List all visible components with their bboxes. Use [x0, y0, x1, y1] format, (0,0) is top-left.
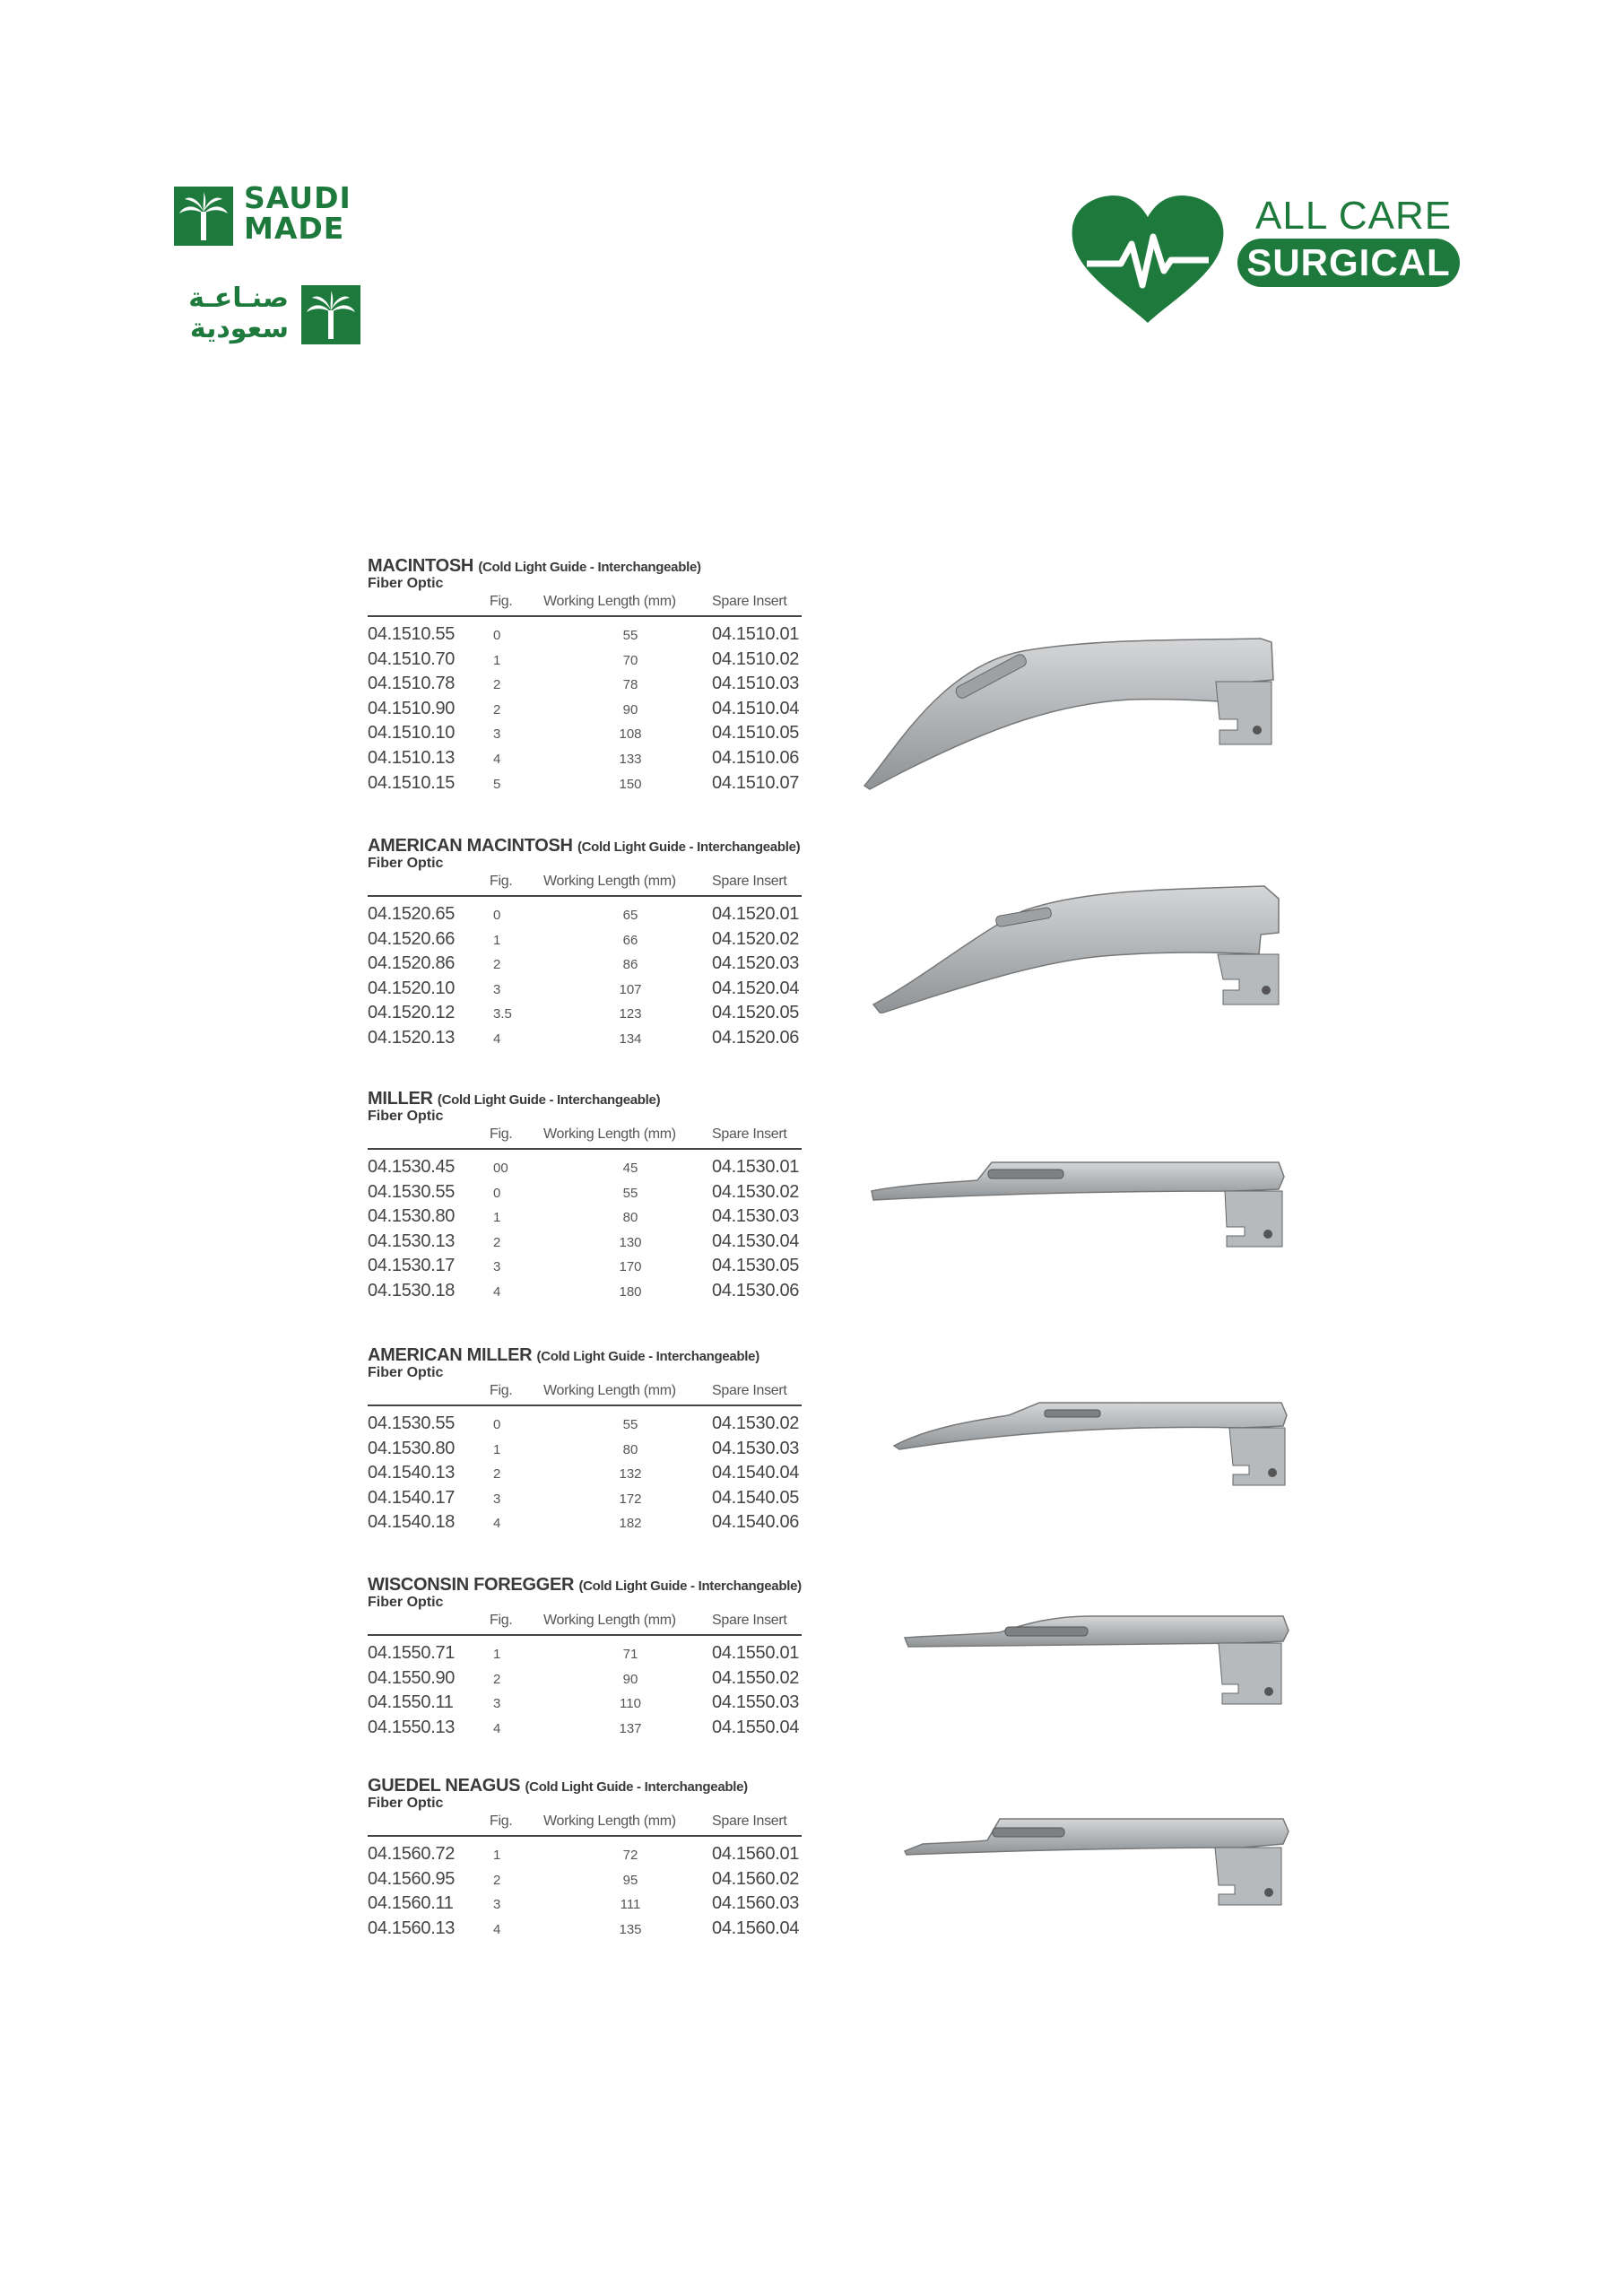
fig-number: 3 [493, 726, 501, 742]
wisconsin-foregger-blade-image [901, 1614, 1296, 1722]
item-code: 04.1520.12 [368, 1003, 456, 1022]
fig-number: 3 [493, 1492, 501, 1507]
spare-insert-code: 04.1550.01 [712, 1643, 800, 1663]
table-row [368, 1692, 802, 1717]
column-header-working-length: Working Length (mm) [543, 1613, 676, 1628]
fig-number: 3 [493, 1897, 501, 1912]
section-type: Fiber Optic [368, 856, 444, 871]
column-header-spare-insert: Spare Insert [712, 1813, 787, 1829]
fig-number: 2 [493, 1672, 501, 1687]
section-title [368, 556, 701, 577]
working-length: 111 [620, 1897, 641, 1912]
surgical-badge: SURGICAL [1237, 239, 1460, 287]
arabic-line-2: سعودية [189, 313, 289, 344]
section-title [368, 1089, 660, 1109]
working-length: 107 [619, 982, 642, 997]
table-row [368, 1157, 802, 1181]
table-row [368, 1413, 802, 1438]
table-row [368, 1028, 802, 1052]
spare-insert-code: 04.1520.02 [712, 929, 800, 949]
column-header-working-length: Working Length (mm) [543, 1813, 676, 1829]
working-length: 95 [622, 1873, 638, 1888]
table-row [368, 1281, 802, 1305]
fig-number: 0 [493, 1186, 501, 1201]
american-macintosh-blade-image [870, 879, 1291, 1013]
working-length: 55 [622, 628, 638, 643]
working-length: 55 [622, 1417, 638, 1432]
spare-insert-code: 04.1510.06 [712, 748, 800, 768]
fig-number: 1 [493, 1848, 501, 1863]
table-row [368, 1643, 802, 1667]
all-care-surgical-logo [1069, 192, 1463, 326]
table-row [368, 1488, 802, 1512]
item-code: 04.1560.95 [368, 1869, 456, 1889]
table-row [368, 978, 802, 1003]
working-length: 133 [619, 752, 642, 767]
item-code: 04.1560.11 [368, 1893, 454, 1913]
spare-insert-code: 04.1560.01 [712, 1844, 800, 1864]
working-length: 130 [619, 1235, 642, 1250]
table-row [368, 649, 802, 674]
arabic-wordmark [174, 283, 289, 344]
working-length: 134 [619, 1031, 642, 1047]
item-code: 04.1530.80 [368, 1206, 456, 1226]
working-length: 90 [622, 702, 638, 718]
working-length: 66 [622, 933, 638, 948]
section-type: Fiber Optic [368, 576, 444, 591]
miller-blade-image [870, 1150, 1291, 1257]
fig-number: 5 [493, 777, 501, 792]
column-header-spare-insert: Spare Insert [712, 1383, 787, 1398]
section-name: AMERICAN MILLER [368, 1345, 533, 1365]
saudi-made-logo [174, 180, 362, 348]
spare-insert-code: 04.1510.05 [712, 723, 800, 743]
heart-pulse-icon [1069, 192, 1227, 326]
item-code: 04.1520.65 [368, 904, 456, 924]
palm-tree-icon [174, 187, 233, 246]
fig-number: 4 [493, 1284, 501, 1300]
table-row [368, 699, 802, 723]
column-header-fig: Fig. [490, 1383, 513, 1398]
working-length: 108 [619, 726, 642, 742]
item-code: 04.1520.66 [368, 929, 456, 949]
fig-number: 00 [493, 1161, 508, 1176]
section-name: GUEDEL NEAGUS [368, 1776, 521, 1796]
fig-number: 2 [493, 1873, 501, 1888]
table-row [368, 1512, 802, 1536]
table-row [368, 1206, 802, 1231]
spare-insert-code: 04.1550.02 [712, 1668, 800, 1688]
item-code: 04.1540.17 [368, 1488, 456, 1508]
working-length: 132 [619, 1466, 642, 1482]
working-length: 172 [619, 1492, 642, 1507]
spare-insert-code: 04.1530.01 [712, 1157, 800, 1177]
fig-number: 1 [493, 1210, 501, 1225]
section-subtitle: (Cold Light Guide - Interchangeable) [577, 839, 801, 855]
working-length: 55 [622, 1186, 638, 1201]
fig-number: 2 [493, 1466, 501, 1482]
working-length: 71 [622, 1647, 638, 1662]
item-code: 04.1540.18 [368, 1512, 456, 1532]
section-subtitle: (Cold Light Guide - Interchangeable) [437, 1092, 661, 1108]
fig-number: 3 [493, 1259, 501, 1274]
item-code: 04.1530.80 [368, 1439, 456, 1458]
column-header-fig: Fig. [490, 594, 513, 609]
spare-insert-code: 04.1550.03 [712, 1692, 800, 1712]
palm-tree-icon-small [301, 285, 360, 344]
table-row [368, 904, 802, 928]
column-header-fig: Fig. [490, 1126, 513, 1142]
working-length: 90 [622, 1672, 638, 1687]
fig-number: 0 [493, 1417, 501, 1432]
column-header-working-length: Working Length (mm) [543, 594, 676, 609]
column-header-fig: Fig. [490, 1613, 513, 1628]
item-code: 04.1510.10 [368, 723, 456, 743]
section-name: MILLER [368, 1089, 433, 1109]
table-row [368, 1844, 802, 1868]
working-length: 45 [622, 1161, 638, 1176]
item-code: 04.1530.17 [368, 1256, 456, 1275]
header-divider [368, 1405, 802, 1406]
item-code: 04.1550.71 [368, 1643, 456, 1663]
table-row [368, 1231, 802, 1256]
header-divider [368, 895, 802, 897]
section-name: WISCONSIN FOREGGER [368, 1575, 575, 1595]
fig-number: 4 [493, 1922, 501, 1937]
header-divider [368, 1835, 802, 1837]
section-title [368, 836, 800, 857]
spare-insert-code: 04.1540.05 [712, 1488, 800, 1508]
table-row [368, 748, 802, 772]
section-title [368, 1575, 802, 1596]
spare-insert-code: 04.1550.04 [712, 1718, 800, 1737]
fig-number: 0 [493, 628, 501, 643]
working-length: 182 [619, 1516, 642, 1531]
spare-insert-code: 04.1510.01 [712, 624, 800, 644]
table-row [368, 1003, 802, 1027]
item-code: 04.1510.90 [368, 699, 456, 718]
spare-insert-code: 04.1510.04 [712, 699, 800, 718]
working-length: 137 [619, 1721, 642, 1736]
item-code: 04.1510.13 [368, 748, 456, 768]
working-length: 80 [622, 1210, 638, 1225]
working-length: 123 [619, 1006, 642, 1022]
item-code: 04.1530.55 [368, 1413, 456, 1433]
header-divider [368, 1148, 802, 1150]
table-row [368, 723, 802, 747]
section-subtitle: (Cold Light Guide - Interchangeable) [578, 1578, 802, 1594]
table-row [368, 1869, 802, 1893]
fig-number: 2 [493, 1235, 501, 1250]
fig-number: 2 [493, 957, 501, 972]
all-care-text: ALL CARE [1255, 194, 1453, 238]
working-length: 135 [619, 1922, 642, 1937]
table-row [368, 1182, 802, 1206]
working-length: 150 [619, 777, 642, 792]
section-title [368, 1776, 748, 1796]
table-row [368, 1439, 802, 1463]
spare-insert-code: 04.1520.04 [712, 978, 800, 998]
table-row [368, 1893, 802, 1918]
table-row [368, 1668, 802, 1692]
column-header-working-length: Working Length (mm) [543, 1126, 676, 1142]
working-length: 78 [622, 677, 638, 692]
spare-insert-code: 04.1530.04 [712, 1231, 800, 1251]
item-code: 04.1510.78 [368, 674, 456, 693]
fig-number: 3 [493, 982, 501, 997]
item-code: 04.1520.13 [368, 1028, 456, 1048]
spare-insert-code: 04.1530.02 [712, 1413, 800, 1433]
spare-insert-code: 04.1520.03 [712, 953, 800, 973]
working-length: 86 [622, 957, 638, 972]
spare-insert-code: 04.1510.02 [712, 649, 800, 669]
fig-number: 0 [493, 908, 501, 923]
working-length: 170 [619, 1259, 642, 1274]
column-header-working-length: Working Length (mm) [543, 1383, 676, 1398]
fig-number: 2 [493, 702, 501, 718]
section-subtitle: (Cold Light Guide - Interchangeable) [525, 1779, 748, 1795]
saudi-line: SAUDI [244, 180, 352, 215]
item-code: 04.1560.72 [368, 1844, 456, 1864]
working-length: 80 [622, 1442, 638, 1457]
section-name: MACINTOSH [368, 556, 474, 576]
spare-insert-code: 04.1560.04 [712, 1918, 800, 1938]
header-divider [368, 1634, 802, 1636]
working-length: 65 [622, 908, 638, 923]
table-row [368, 674, 802, 698]
table-row [368, 929, 802, 953]
section-subtitle: (Cold Light Guide - Interchangeable) [536, 1349, 759, 1364]
spare-insert-code: 04.1530.05 [712, 1256, 800, 1275]
fig-number: 1 [493, 653, 501, 668]
item-code: 04.1510.15 [368, 773, 456, 793]
table-row [368, 1256, 802, 1280]
table-row [368, 1463, 802, 1487]
section-type: Fiber Optic [368, 1109, 444, 1124]
macintosh-blade-image [861, 613, 1291, 793]
spare-insert-code: 04.1530.03 [712, 1439, 800, 1458]
working-length: 70 [622, 653, 638, 668]
header-divider [368, 615, 802, 617]
spare-insert-code: 04.1560.03 [712, 1893, 800, 1913]
fig-number: 4 [493, 1031, 501, 1047]
working-length: 180 [619, 1284, 642, 1300]
item-code: 04.1520.86 [368, 953, 456, 973]
fig-number: 1 [493, 1647, 501, 1662]
item-code: 04.1550.11 [368, 1692, 454, 1712]
spare-insert-code: 04.1520.06 [712, 1028, 800, 1048]
item-code: 04.1510.70 [368, 649, 456, 669]
column-header-fig: Fig. [490, 1813, 513, 1829]
made-line: MADE [244, 211, 345, 246]
table-row [368, 773, 802, 797]
spare-insert-code: 04.1520.01 [712, 904, 800, 924]
saudi-made-wordmark [244, 180, 352, 246]
fig-number: 4 [493, 752, 501, 767]
table-row [368, 624, 802, 648]
spare-insert-code: 04.1560.02 [712, 1869, 800, 1889]
item-code: 04.1530.45 [368, 1157, 456, 1177]
item-code: 04.1560.13 [368, 1918, 456, 1938]
column-header-working-length: Working Length (mm) [543, 874, 676, 889]
section-name: AMERICAN MACINTOSH [368, 836, 573, 856]
fig-number: 3.5 [493, 1006, 512, 1022]
item-code: 04.1550.13 [368, 1718, 456, 1737]
spare-insert-code: 04.1510.07 [712, 773, 800, 793]
spare-insert-code: 04.1530.02 [712, 1182, 800, 1202]
section-subtitle: (Cold Light Guide - Interchangeable) [478, 560, 701, 575]
item-code: 04.1530.13 [368, 1231, 456, 1251]
spare-insert-code: 04.1530.03 [712, 1206, 800, 1226]
fig-number: 1 [493, 933, 501, 948]
fig-number: 1 [493, 1442, 501, 1457]
spare-insert-code: 04.1540.04 [712, 1463, 800, 1483]
column-header-spare-insert: Spare Insert [712, 1613, 787, 1628]
item-code: 04.1530.18 [368, 1281, 456, 1300]
column-header-fig: Fig. [490, 874, 513, 889]
item-code: 04.1510.55 [368, 624, 456, 644]
fig-number: 4 [493, 1721, 501, 1736]
item-code: 04.1530.55 [368, 1182, 456, 1202]
fig-number: 4 [493, 1516, 501, 1531]
spare-insert-code: 04.1520.05 [712, 1003, 800, 1022]
spare-insert-code: 04.1510.03 [712, 674, 800, 693]
fig-number: 3 [493, 1696, 501, 1711]
section-title [368, 1345, 759, 1366]
working-length: 72 [622, 1848, 638, 1863]
spare-insert-code: 04.1530.06 [712, 1281, 800, 1300]
column-header-spare-insert: Spare Insert [712, 874, 787, 889]
arabic-line-1: صنـاعـة [188, 283, 289, 314]
column-header-spare-insert: Spare Insert [712, 1126, 787, 1142]
item-code: 04.1540.13 [368, 1463, 456, 1483]
american-miller-blade-image [892, 1396, 1296, 1512]
fig-number: 2 [493, 677, 501, 692]
table-row [368, 1918, 802, 1943]
spare-insert-code: 04.1540.06 [712, 1512, 800, 1532]
section-type: Fiber Optic [368, 1796, 444, 1811]
column-header-spare-insert: Spare Insert [712, 594, 787, 609]
table-row [368, 1718, 802, 1742]
item-code: 04.1520.10 [368, 978, 456, 998]
section-type: Fiber Optic [368, 1365, 444, 1380]
guedel-neagus-blade-image [901, 1808, 1296, 1916]
item-code: 04.1550.90 [368, 1668, 456, 1688]
section-type: Fiber Optic [368, 1595, 444, 1610]
working-length: 110 [620, 1696, 641, 1711]
table-row [368, 953, 802, 978]
